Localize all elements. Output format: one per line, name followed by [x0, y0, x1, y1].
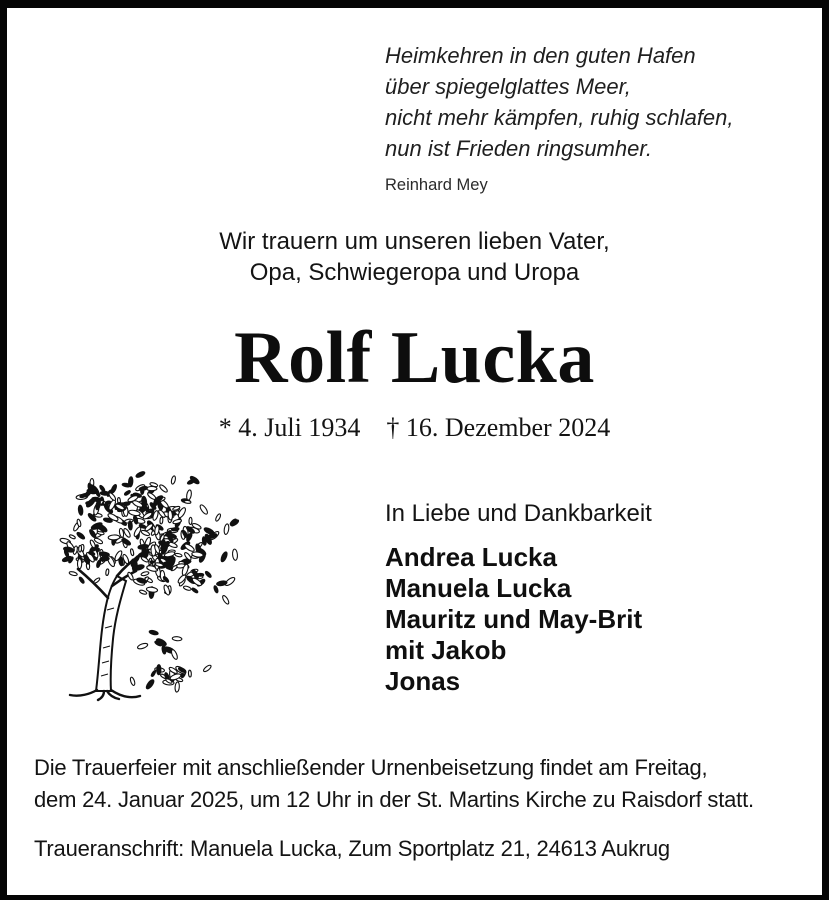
tree-leaves — [59, 471, 239, 693]
mourning-line: Opa, Schwiegeropa und Uropa — [249, 259, 580, 286]
mourner-name: Jonas — [385, 666, 461, 696]
mourner-name: Mauritz und May-Brit — [385, 604, 643, 634]
poem-line: nicht mehr kämpfen, ruhig schlafen, — [385, 105, 734, 130]
service-info-line: dem 24. Januar 2025, um 12 Uhr in der St. Martins Kirche zu Raisdorf statt. — [34, 787, 754, 812]
tree-illustration — [50, 458, 255, 703]
mourning-intro — [0, 226, 829, 288]
death-date: † 16. Dezember 2024 — [386, 413, 611, 442]
mourner-name: Manuela Lucka — [385, 573, 572, 603]
mourning-line: Wir trauern um unseren lieben Vater, — [219, 228, 610, 255]
deceased-name: Rolf Lucka — [234, 317, 595, 399]
service-info — [34, 752, 754, 816]
poem-line: Heimkehren in den guten Hafen — [385, 43, 696, 68]
mourning-address: Traueranschrift: Manuela Lucka, Zum Sportplatz 21, 24613 Aukrug — [34, 836, 670, 861]
poem-line: über spiegelglattes Meer, — [385, 74, 631, 99]
farewell-block — [385, 500, 652, 697]
birth-date: * 4. Juli 1934 — [218, 413, 361, 442]
poem-attribution: Reinhard Mey — [385, 176, 488, 194]
service-info-line: Die Trauerfeier mit anschließender Urnenbeisetzung findet am Freitag, — [34, 755, 708, 780]
tree-roots — [70, 690, 140, 700]
mourner-name: Andrea Lucka — [385, 542, 557, 572]
poem-line: nun ist Frieden ringsumher. — [385, 136, 652, 161]
life-dates — [0, 413, 829, 443]
tree-trunk — [96, 576, 126, 691]
mourners-list — [385, 542, 652, 697]
poem-block — [385, 40, 734, 201]
mourner-name: mit Jakob — [385, 635, 507, 665]
farewell-intro: In Liebe und Dankbarkeit — [385, 500, 652, 527]
